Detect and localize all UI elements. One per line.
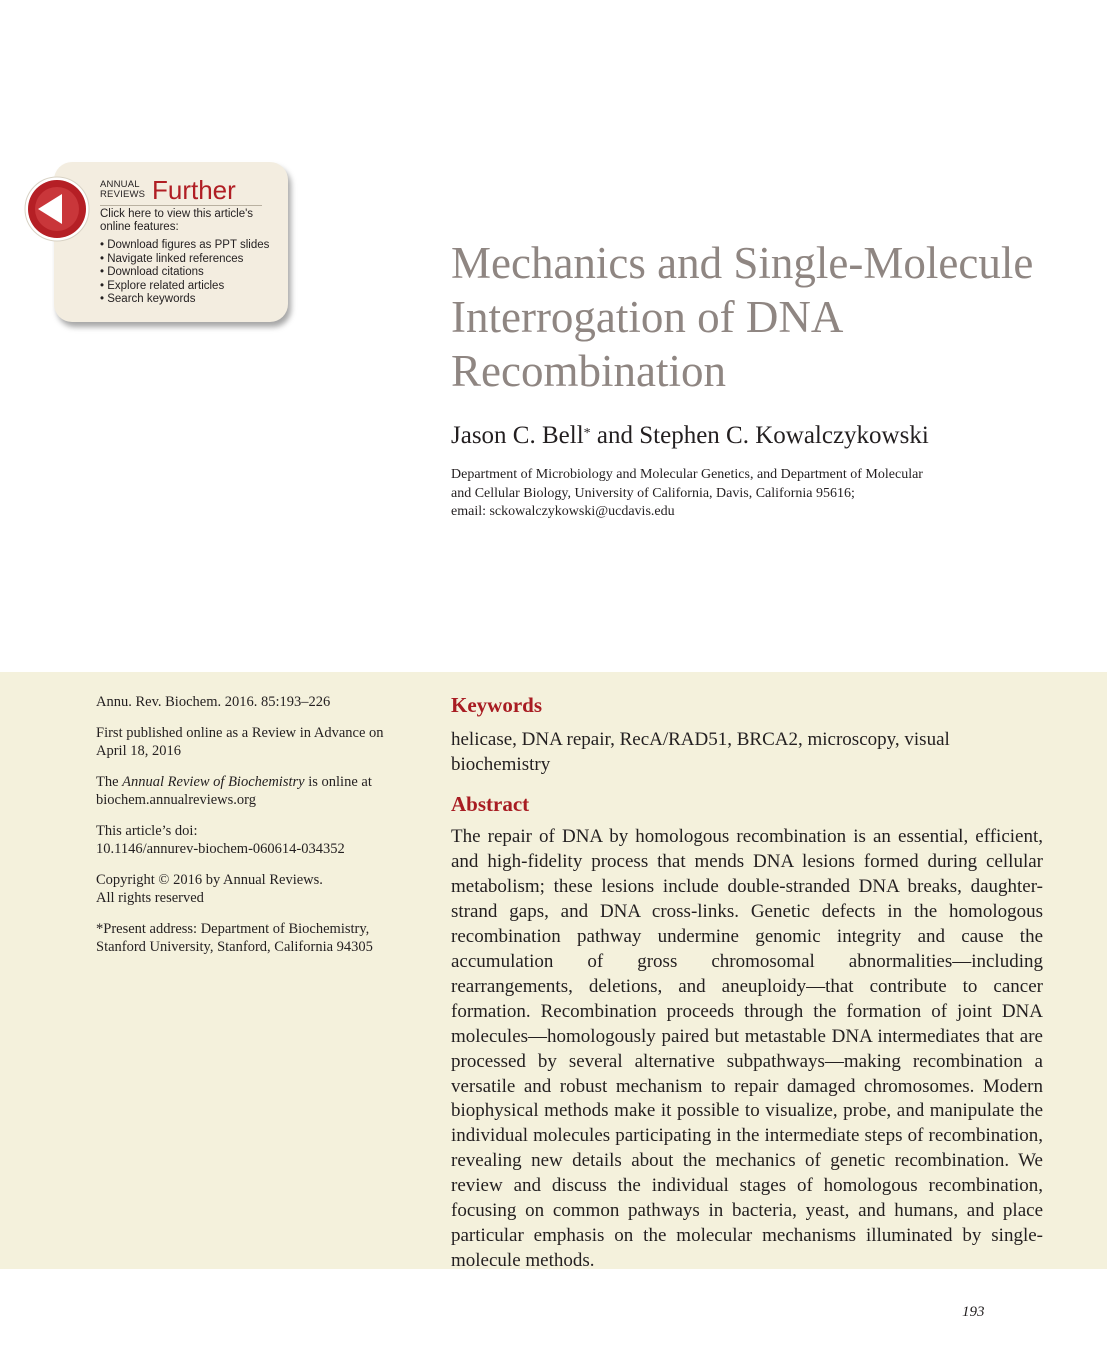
keywords-heading: Keywords bbox=[451, 693, 542, 717]
doi-block bbox=[96, 822, 414, 858]
back-arrow-icon[interactable] bbox=[24, 176, 90, 242]
further-divider bbox=[100, 205, 262, 206]
further-intro bbox=[100, 208, 280, 234]
doi-value[interactable]: 10.1146/annurev-biochem-060614-034352 bbox=[96, 841, 345, 857]
title-line: Interrogation of DNA bbox=[451, 292, 844, 342]
further-title: Further bbox=[152, 175, 236, 205]
author-bell: Jason C. Bell bbox=[451, 422, 584, 449]
present-address: *Present address: Department of Biochemistry, Stanford University, Stanford, California 94305 bbox=[96, 921, 373, 955]
citation: Annu. Rev. Biochem. 2016. 85:193–226 bbox=[96, 694, 331, 710]
keywords-text: helicase, DNA repair, RecA/RAD51, BRCA2, microscopy, visual biochemistry bbox=[451, 729, 950, 775]
author-footnote-mark: * bbox=[583, 426, 591, 441]
article-title bbox=[451, 236, 1071, 398]
annual-reviews-logo: ANNUAL REVIEWS bbox=[100, 179, 146, 200]
title-line: Recombination bbox=[451, 346, 726, 396]
abstract-heading: Abstract bbox=[451, 792, 530, 816]
author-rest: and Stephen C. Kowalczykowski bbox=[590, 422, 929, 449]
affiliation-email[interactable]: email: sckowalczykowski@ucdavis.edu bbox=[451, 504, 675, 519]
publication-date: First published online as a Review in Advance on April 18, 2016 bbox=[96, 725, 384, 759]
affiliation-line: and Cellular Biology, University of California, Davis, California 95616; bbox=[451, 485, 855, 501]
article-info-sidebar bbox=[96, 693, 414, 969]
journal-name: Annual Review of Biochemistry bbox=[122, 774, 305, 790]
title-line: Mechanics and Single-Molecule bbox=[451, 238, 1034, 288]
abstract-text: The repair of DNA by homologous recombination is an essential, efficient, and high-fidelity process that mends DNA lesions formed during cellular metabolism; these lesions include double-stranded DNA breaks, daughter-strand gaps, and DNA cross-links. Genetic defects in the homologous recombination pathway undermine genomic integrity and cause the accumulation of gross chromosomal abnormalities—including rearrangements, deletions, and aneuploidy—that contribute to cancer formation. Recombination proceeds through the formation of joint DNA molecules—homologously paired but metastable DNA intermediates that are processed by several alternative subpathways—making recombination a versatile and robust mechanism to repair damaged chromosomes. Modern biophysical methods make it possible to visualize, probe, and manipulate the individual molecules participating in the intermediate steps of recombination, revealing new details about the mechanics of genetic recombination. We review and discuss the individual stages of homologous recombination, focusing on common pathways in bacteria, yeast, and humans, and place particular emphasis on the molecular mechanisms illuminated by single-molecule methods. bbox=[451, 826, 1043, 1272]
copyright: Copyright © 2016 by Annual Reviews. All rights reserved bbox=[96, 872, 323, 906]
feature-download-figures[interactable]: • Download figures as PPT slides bbox=[100, 239, 269, 253]
feature-related-articles[interactable]: • Explore related articles bbox=[100, 280, 269, 294]
feature-linked-references[interactable]: • Navigate linked references bbox=[100, 253, 269, 267]
feature-download-citations[interactable]: • Download citations bbox=[100, 266, 269, 280]
further-intro-text: to view this article's online features: bbox=[100, 208, 254, 233]
click-here-link[interactable]: Click here bbox=[100, 208, 152, 220]
affiliation-line: Department of Microbiology and Molecular Genetics, and Department of Molecular bbox=[451, 467, 923, 482]
feature-search-keywords[interactable]: • Search keywords bbox=[100, 293, 269, 307]
doi-label: This article’s doi: bbox=[96, 823, 198, 839]
further-features-list bbox=[100, 239, 269, 307]
online-note: The Annual Review of Biochemistry is online at biochem.annualreviews.org bbox=[96, 774, 372, 808]
authors bbox=[451, 420, 929, 452]
affiliation bbox=[451, 466, 1011, 522]
page-number: 193 bbox=[962, 1304, 985, 1320]
